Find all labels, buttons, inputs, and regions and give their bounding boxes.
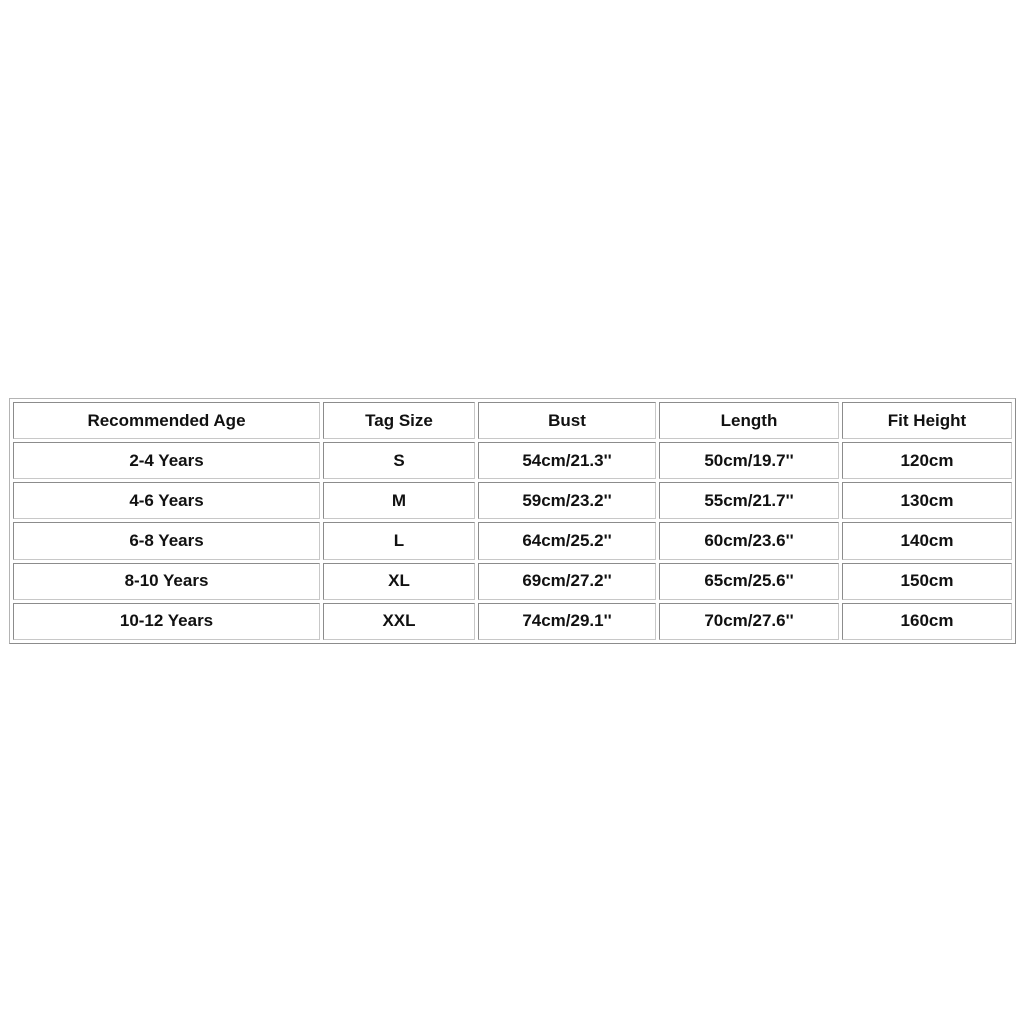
cell-length: 50cm/19.7'': [659, 442, 839, 479]
header-length: Length: [659, 402, 839, 439]
table-row: [13, 563, 1012, 600]
header-bust: Bust: [478, 402, 656, 439]
cell-bust: 69cm/27.2'': [478, 563, 656, 600]
table-row: [13, 442, 1012, 479]
cell-age: 4-6 Years: [13, 482, 320, 519]
header-tag-size: Tag Size: [323, 402, 475, 439]
cell-tag-size: XL: [323, 563, 475, 600]
cell-age: 10-12 Years: [13, 603, 320, 640]
cell-bust: 64cm/25.2'': [478, 522, 656, 559]
cell-bust: 74cm/29.1'': [478, 603, 656, 640]
header-recommended-age: Recommended Age: [13, 402, 320, 439]
cell-length: 60cm/23.6'': [659, 522, 839, 559]
table-row: [13, 522, 1012, 559]
table-row: [13, 603, 1012, 640]
cell-fit-height: 160cm: [842, 603, 1012, 640]
cell-length: 65cm/25.6'': [659, 563, 839, 600]
cell-age: 6-8 Years: [13, 522, 320, 559]
table-row: [13, 482, 1012, 519]
cell-age: 2-4 Years: [13, 442, 320, 479]
cell-tag-size: M: [323, 482, 475, 519]
cell-length: 55cm/21.7'': [659, 482, 839, 519]
cell-tag-size: L: [323, 522, 475, 559]
header-row: [13, 402, 1012, 439]
cell-fit-height: 120cm: [842, 442, 1012, 479]
cell-tag-size: XXL: [323, 603, 475, 640]
size-chart-table: [9, 398, 1016, 644]
cell-age: 8-10 Years: [13, 563, 320, 600]
cell-tag-size: S: [323, 442, 475, 479]
cell-fit-height: 130cm: [842, 482, 1012, 519]
cell-fit-height: 150cm: [842, 563, 1012, 600]
header-fit-height: Fit Height: [842, 402, 1012, 439]
cell-bust: 54cm/21.3'': [478, 442, 656, 479]
cell-length: 70cm/27.6'': [659, 603, 839, 640]
cell-bust: 59cm/23.2'': [478, 482, 656, 519]
cell-fit-height: 140cm: [842, 522, 1012, 559]
